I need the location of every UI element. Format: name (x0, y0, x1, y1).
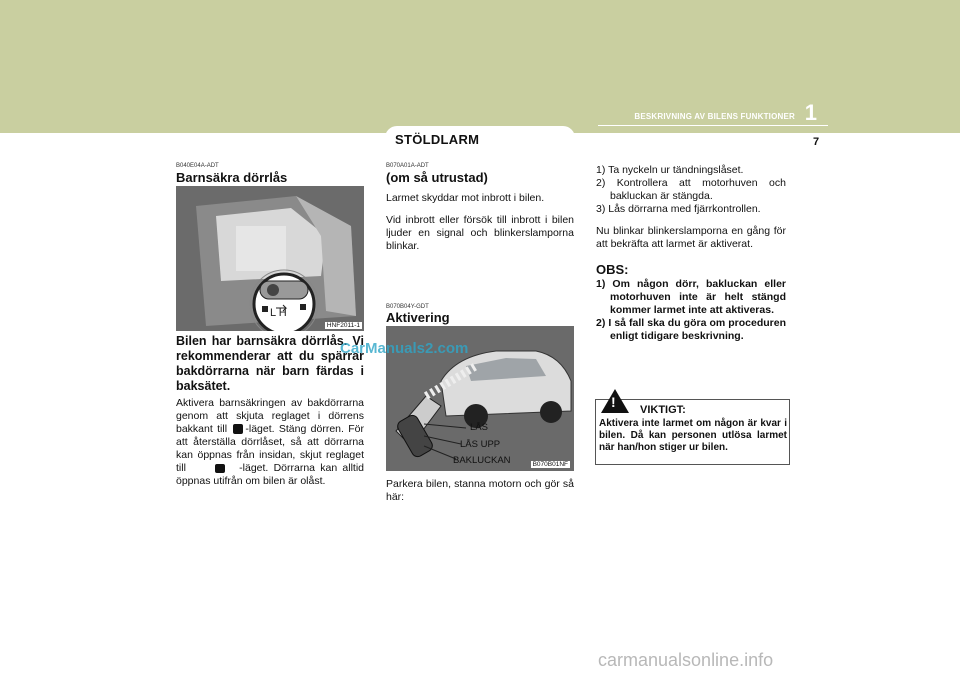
watermark-center: CarManuals2.com (340, 340, 469, 357)
section-code-alarm: B070A01A-ADT (386, 163, 429, 169)
warning-title: VIKTIGT: (640, 404, 686, 416)
figure-car-door (176, 186, 364, 331)
svg-text:L H: L H (270, 307, 287, 319)
confirmation-text: Nu blinkar blinkerslamporna en gång för att bekräfta att larmet är aktiverat. (596, 225, 786, 250)
watermark-footer: carmanualsonline.info (598, 650, 774, 670)
step-item: 1) Ta nyckeln ur tändningslåset. (596, 164, 744, 176)
locked-padlock-icon (233, 424, 243, 434)
instructions-part-3: -läget. Dörrarna kan alltid öppnas utifrån om bilen är olåst. (176, 462, 364, 487)
park-instructions: Parkera bilen, stanna motorn och gör så här: (386, 478, 574, 503)
obs-item: 1) Om någon dörr, bakluckan eller motorhuven inte är helt stängd kommer larmet inte att aktiveras. (596, 278, 786, 316)
label-trunk: BAKLUCKAN (453, 455, 511, 466)
unlocked-padlock-icon (215, 464, 225, 473)
step-item: 2) Kontrollera att motorhuven och bakluckan är stängda. (596, 177, 786, 202)
instructions-part-1: Aktivera barnsäkringen av bakdörrarna genom att skjuta reglaget i dörrens bakkant till (176, 397, 364, 435)
label-unlock: LÅS UPP (460, 439, 501, 450)
obs-list (596, 278, 786, 343)
label-lock: LÅS (470, 422, 488, 433)
section-code-activation: B070B04Y-GDT (386, 304, 429, 310)
obs-title: OBS: (596, 262, 629, 277)
chapter-number: 1 (804, 100, 817, 125)
warning-box: ! VIKTIGT: Aktivera inte larmet om någon är kvar i bilen. Då kan personen utlösa larmet när han/hon stiger ur bilen. (595, 399, 790, 465)
section-code: B040E04A-ADT (176, 163, 219, 169)
activation-steps (596, 164, 786, 216)
car-door-illustration (176, 186, 364, 331)
figure-label: B070B01NF (532, 461, 568, 468)
page-number: 7 (812, 136, 820, 148)
warning-text: Aktivera inte larmet om någon är kvar i bilen. Då kan personen utlösa larmet när han/hon stiger ur bilen. (599, 418, 787, 453)
heading-child-lock: Barnsäkra dörrlås (176, 170, 288, 185)
alarm-intro: Larmet skyddar mot inbrott i bilen. (386, 192, 545, 204)
heading-activation: Aktivering (386, 310, 450, 325)
instructions-part-2: -läget. Stäng dörren. För att återställa dörrlåset, så att dörrarna kan öppnas från insidan, skjut reglaget till (176, 423, 365, 474)
section-title: STÖLDLARM (395, 132, 480, 147)
alarm-description: Vid inbrott eller försök till inbrott i bilen ljuder en signal och blinkerslamporna blinkar. (386, 214, 574, 252)
header-divider (598, 125, 828, 126)
obs-item: 2) I så fall ska du göra om proceduren enligt tidigare beskrivning. (596, 317, 786, 342)
child-lock-recommendation: Bilen har barnsäkra dörrlås. Vi rekommenderar att du spärrar bakdörrarna när barn färdas i baksätet. (176, 334, 364, 393)
child-lock-instructions (176, 397, 364, 488)
step-item: 3) Lås dörrarna med fjärrkontrollen. (596, 203, 761, 215)
heading-equipped: (om så utrustad) (386, 170, 488, 185)
chapter-title: BESKRIVNING AV BILENS FUNKTIONER (634, 112, 795, 121)
figure-label: HNF2011-1 (326, 322, 360, 329)
